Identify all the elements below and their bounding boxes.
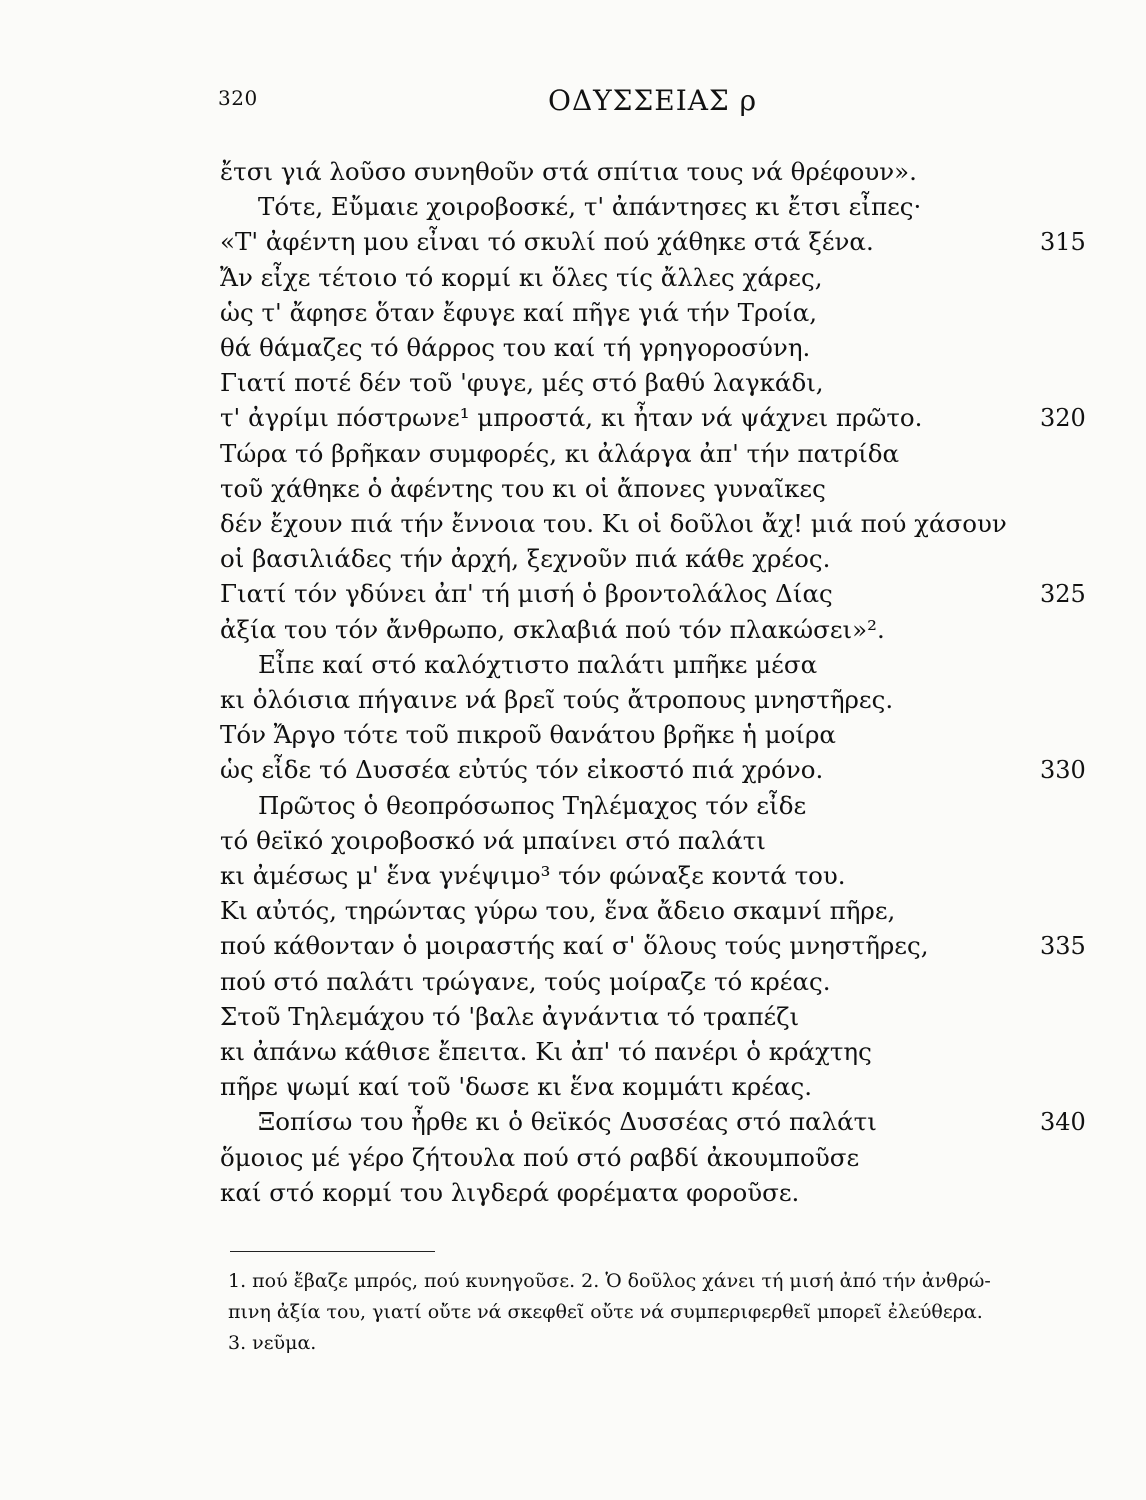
verse-text: Εἶπε καί στό καλόχτιστο παλάτι μπῆκε μέσα	[258, 649, 818, 679]
verse-line	[0, 1173, 1146, 1213]
verse-text: τό θεϊκό χοιροβοσκό νά μπαίνει στό παλάτι	[220, 825, 766, 855]
verse-line	[0, 222, 1146, 262]
verse-line	[0, 997, 1146, 1037]
verse-line	[0, 469, 1146, 509]
footnote-divider	[230, 1251, 435, 1252]
verse-line	[0, 750, 1146, 790]
verse-line	[0, 1067, 1146, 1107]
verse-text: πού στό παλάτι τρώγανε, τούς μοίραζε τό κρέας.	[220, 966, 831, 996]
verse-line	[0, 293, 1146, 333]
verse-text: κι ἀμέσως μ' ἕνα γνέψιμο³ τόν φώναξε κοντά του.	[220, 861, 846, 890]
verse-text: κι ὁλόισια πήγαινε νά βρεῖ τούς ἄτροπους μνηστῆρες.	[220, 685, 894, 714]
verse-text: Πρῶτος ὁ θεοπρόσωπος Τηλέμαχος τόν εἶδε	[258, 790, 807, 820]
verse-line	[0, 258, 1146, 298]
verse-line	[0, 574, 1146, 614]
verse-line	[0, 610, 1146, 650]
verse-line	[0, 434, 1146, 474]
verse-line	[0, 856, 1146, 896]
verse-line	[0, 398, 1146, 438]
verse-text: θά θάμαζες τό θάρρος του καί τή γρηγοροσύνη.	[220, 333, 811, 362]
verse-text: κι ἀπάνω κάθισε ἔπειτα. Κι ἀπ' τό πανέρι ὁ κράχτης	[220, 1037, 872, 1066]
footnote-line: 3. νεῦμα.	[228, 1332, 317, 1354]
verse-text: δέν ἔχουν πιά τήν ἔννοια του. Κι οἱ δοῦλοι ἄχ! μιά πού χάσουν	[220, 509, 1007, 538]
line-number: 335	[1040, 932, 1086, 961]
verse-line	[0, 680, 1146, 720]
verse-text: Ἄν εἶχε τέτοιο τό κορμί κι ὅλες τίς ἄλλες χάρες,	[220, 262, 823, 292]
line-number: 315	[1040, 228, 1086, 257]
verse-text: ὡς τ' ἄφησε ὅταν ἔφυγε καί πῆγε γιά τήν Τροία,	[220, 297, 818, 327]
verse-line	[0, 962, 1146, 1002]
footnotes	[228, 1266, 1098, 1359]
verse-text: οἱ βασιλιάδες τήν ἀρχή, ξεχνοῦν πιά κάθε χρέος.	[220, 544, 831, 574]
verse-line	[0, 786, 1146, 826]
verse-text: τ' ἀγρίμι πόστρωνε¹ μπροστά, κι ἦταν νά ψάχνει πρῶτο.	[220, 403, 923, 433]
line-number: 330	[1040, 756, 1086, 785]
footnote-line: πινη ἀξία του, γιατί οὔτε νά σκεφθεῖ οὔτε νά συμπεριφερθεῖ μπορεῖ ἐλεύθερα.	[228, 1301, 983, 1323]
verse-line	[0, 152, 1146, 192]
verse-line	[0, 539, 1146, 579]
verse-text: Στοῦ Τηλεμάχου τό 'βαλε ἀγνάντια τό τραπέζι	[220, 1001, 800, 1031]
verse-line	[0, 715, 1146, 755]
verse-text: ἀξία του τόν ἄνθρωπο, σκλαβιά πού τόν πλακώσει»².	[220, 614, 885, 644]
verse-text: καί στό κορμί του λιγδερά φορέματα φοροῦσε.	[220, 1177, 800, 1207]
page-number: 320	[218, 86, 258, 110]
verse-text: Τώρα τό βρῆκαν συμφορές, κι ἀλάργα ἀπ' τήν πατρίδα	[220, 438, 900, 468]
verse-text: «Τ' ἀφέντη μου εἶναι τό σκυλί πού χάθηκε στά ξένα.	[220, 227, 874, 257]
verse-text: πού κάθονταν ὁ μοιραστής καί σ' ὅλους τούς μνηστῆρες,	[220, 931, 929, 961]
verse-text: Κι αὐτός, τηρώντας γύρω του, ἕνα ἄδειο σκαμνί πῆρε,	[220, 896, 896, 926]
verse-line	[0, 645, 1146, 685]
verse-line	[0, 926, 1146, 966]
verse-text: τοῦ χάθηκε ὁ ἀφέντης του κι οἱ ἄπονες γυναῖκες	[220, 473, 826, 503]
verse-text: Τότε, Εὔμαιε χοιροβοσκέ, τ' ἀπάντησες κι ἔτσι εἶπες·	[258, 192, 922, 222]
verse-line	[0, 328, 1146, 368]
verse-text: Τόν Ἄργο τότε τοῦ πικροῦ θανάτου βρῆκε ἡ μοίρα	[220, 720, 836, 750]
line-number: 320	[1040, 404, 1086, 433]
verse-line	[0, 187, 1146, 227]
verse-text: Γιατί ποτέ δέν τοῦ 'φυγε, μές στό βαθύ λαγκάδι,	[220, 368, 824, 398]
footnote-line: 1. πού ἔβαζε μπρός, πού κυνηγοῦσε. 2. Ὁ δοῦλος χάνει τή μισή ἀπό τήν ἀνθρώ-	[228, 1270, 991, 1292]
verse-text: πῆρε ψωμί καί τοῦ 'δωσε κι ἕνα κομμάτι κρέας.	[220, 1072, 813, 1102]
verse-line	[0, 363, 1146, 403]
verse-line	[0, 1138, 1146, 1178]
verse-text: ἔτσι γιά λοῦσο συνηθοῦν στά σπίτια τους νά θρέφουν».	[220, 157, 917, 186]
line-number: 340	[1040, 1108, 1086, 1137]
verse-text: ὡς εἶδε τό Δυσσέα εὐτύς τόν εἰκοστό πιά χρόνο.	[220, 755, 824, 785]
verse-line	[0, 821, 1146, 861]
verse-line	[0, 1032, 1146, 1072]
verse-text: Ξοπίσω του ἦρθε κι ὁ θεϊκός Δυσσέας στό παλάτι	[258, 1107, 877, 1137]
running-title: ΟΔΥΣΣΕΙΑΣ ρ	[548, 84, 758, 117]
line-number: 325	[1040, 580, 1086, 609]
verse-line	[0, 504, 1146, 544]
verse-text: Γιατί τόν γδύνει ἀπ' τή μισή ὁ βροντολάλος Δίας	[220, 579, 833, 609]
verse-line	[0, 891, 1146, 931]
verse-text: ὅμοιος μέ γέρο ζήτουλα πού στό ραβδί ἀκουμποῦσε	[220, 1142, 860, 1172]
verse-line	[0, 1102, 1146, 1142]
